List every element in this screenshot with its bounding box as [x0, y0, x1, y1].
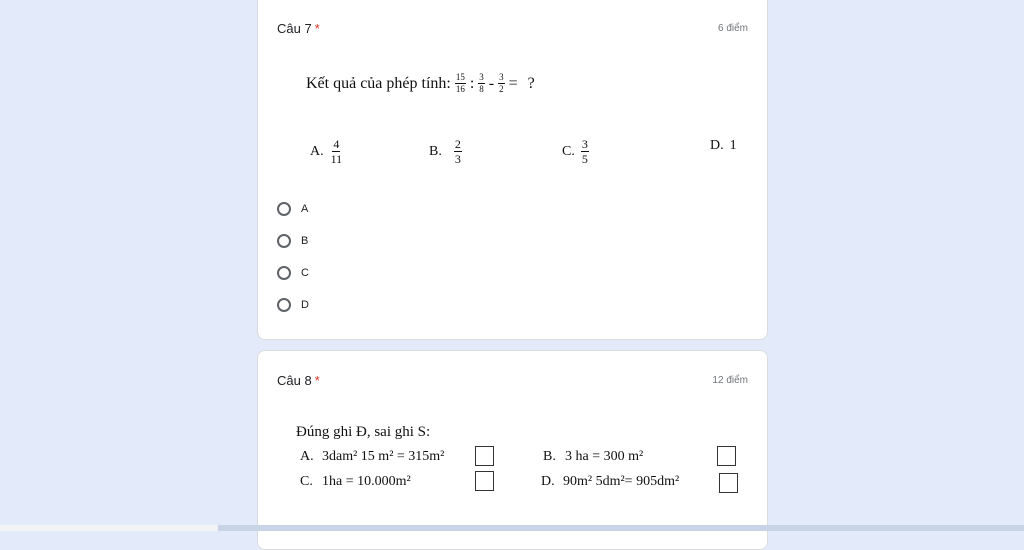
required-mark: *: [314, 21, 320, 36]
statement-c: C. 1ha = 10.000m²: [300, 474, 411, 489]
problem-text: Kết quả của phép tính:: [306, 74, 451, 92]
question-card-7: [257, 0, 768, 340]
answer-choice-a: A. $\frac{4}{11}$: [310, 137, 343, 166]
question-card-8: [257, 350, 768, 550]
radio-circle[interactable]: [277, 202, 291, 216]
answer-box-a: [475, 446, 494, 466]
fraction-3-8: $\frac{3}{8}$: [479, 72, 484, 94]
radio-option-d[interactable]: [277, 298, 309, 312]
statement-b: B. 3 ha = 300 m²: [543, 449, 644, 464]
option-label: B: [301, 235, 309, 247]
answer-choice-b: B. $\frac{2}{3}$: [429, 137, 461, 166]
statement-d: D. 90m² 5dm²= 905dm²: [541, 474, 680, 489]
option-label: A: [301, 203, 309, 215]
operator-divide: :: [469, 74, 475, 92]
answer-choice-c: C. $\frac{3}{5}$: [562, 137, 588, 166]
scrollbar-thumb[interactable]: [0, 525, 218, 531]
question-mark: ?: [527, 74, 535, 92]
radio-circle[interactable]: [277, 234, 291, 248]
radio-circle[interactable]: [277, 298, 291, 312]
required-mark: *: [314, 373, 320, 388]
question-instruction: Đúng ghi Đ, sai ghi S:: [296, 424, 431, 440]
question-points: 12 điểm: [712, 375, 748, 386]
question-title: Câu 8 *: [277, 373, 320, 388]
statement-a: A. 3dam² 15 m² = 315m²: [300, 449, 445, 464]
radio-option-a[interactable]: [277, 202, 308, 216]
answer-box-c: [475, 471, 494, 491]
option-label: D: [301, 299, 309, 311]
answer-box-b: [717, 446, 736, 466]
fraction-3-2: $\frac{3}{2}$: [499, 72, 504, 94]
radio-option-b[interactable]: [277, 234, 308, 248]
horizontal-scrollbar[interactable]: [0, 525, 1024, 531]
option-label: C: [301, 267, 309, 279]
fraction-15-16: $\frac{15}{16}$: [455, 72, 465, 94]
question-points: 6 điểm: [717, 23, 748, 34]
answer-box-d: [719, 473, 738, 493]
operator-minus: -: [488, 74, 495, 92]
answer-choice-d: D. 1: [710, 138, 737, 153]
operator-equals: =: [508, 74, 518, 92]
question-title: Câu 7 *: [277, 21, 320, 36]
question-image-problem: [306, 73, 535, 94]
radio-option-c[interactable]: [277, 266, 309, 280]
radio-circle[interactable]: [277, 266, 291, 280]
